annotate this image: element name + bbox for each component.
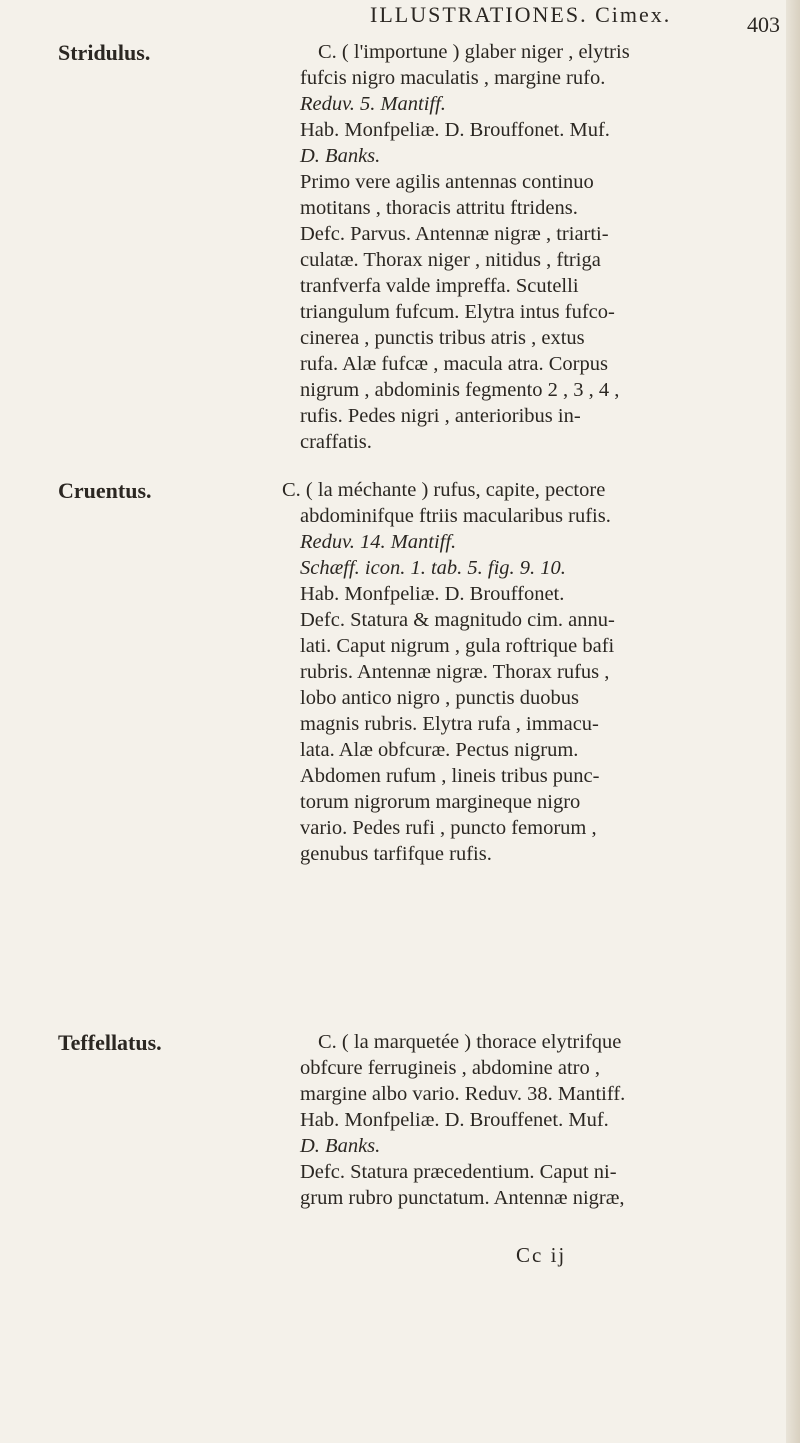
text-line: Hab. Monfpeliæ. D. Brouffenet. Muf. bbox=[300, 1109, 609, 1131]
text-line: rubris. Antennæ nigræ. Thorax rufus , bbox=[300, 661, 610, 683]
text-line: motitans , thoracis attritu ftridens. bbox=[300, 197, 578, 219]
text-line: Defc. Statura præcedentium. Caput ni- bbox=[300, 1161, 617, 1183]
text-line: torum nigrorum margineque nigro bbox=[300, 791, 581, 813]
text-line: triangulum fufcum. Elytra intus fufco- bbox=[300, 301, 615, 323]
text-line: lobo antico nigro , punctis duobus bbox=[300, 687, 580, 709]
text-line: lata. Alæ obfcuræ. Pectus nigrum. bbox=[300, 739, 579, 761]
page-edge bbox=[786, 0, 800, 1443]
text-line: Reduv. 14. Mantiff. bbox=[300, 531, 457, 553]
text-line: Schæff. icon. 1. tab. 5. fig. 9. 10. bbox=[300, 557, 566, 579]
text-line: Hab. Monfpeliæ. D. Brouffonet. bbox=[300, 583, 565, 605]
text-line: culatæ. Thorax niger , nitidus , ftriga bbox=[300, 249, 601, 271]
text-line: Primo vere agilis antennas continuo bbox=[300, 171, 594, 193]
text-line: D. Banks. bbox=[300, 145, 381, 167]
text-line: rufa. Alæ fufcæ , macula atra. Corpus bbox=[300, 353, 608, 375]
text-line: cinerea , punctis tribus atris , extus bbox=[300, 327, 585, 349]
page-number: 403 bbox=[747, 12, 780, 37]
text-line: Defc. Parvus. Antennæ nigræ , triarti- bbox=[300, 223, 609, 245]
text-line: Hab. Monfpeliæ. D. Brouffonet. Muf. bbox=[300, 119, 610, 141]
text-line: D. Banks. bbox=[300, 1135, 381, 1157]
text-line: obfcure ferrugineis , abdomine atro , bbox=[300, 1057, 600, 1079]
text-line: lati. Caput nigrum , gula roftrique bafi bbox=[300, 635, 615, 657]
text-line: craffatis. bbox=[300, 431, 372, 453]
text-line: fufcis nigro maculatis , margine rufo. bbox=[300, 67, 606, 89]
text-line: genubus tarfifque rufis. bbox=[300, 843, 492, 865]
text-line: tranfverfa valde impreffa. Scutelli bbox=[300, 275, 579, 297]
species-name: Teffellatus. bbox=[58, 1030, 162, 1055]
text-line: grum rubro punctatum. Antennæ nigræ, bbox=[300, 1187, 625, 1209]
signature-mark: Cc ij bbox=[516, 1243, 567, 1267]
text-line: C. ( l'importune ) glaber niger , elytris bbox=[318, 41, 630, 63]
running-title: ILLUSTRATIONES. Cimex. bbox=[370, 2, 672, 27]
text-line: nigrum , abdominis fegmento 2 , 3 , 4 , bbox=[300, 379, 620, 401]
text-line: C. ( la marquetée ) thorace elytrifque bbox=[318, 1031, 622, 1053]
species-name: Cruentus. bbox=[58, 478, 152, 503]
text-line: Defc. Statura & magnitudo cim. annu- bbox=[300, 609, 615, 631]
text-line: margine albo vario. Reduv. 38. Mantiff. bbox=[300, 1083, 626, 1105]
text-line: Reduv. 5. Mantiff. bbox=[300, 93, 446, 115]
text-line: C. ( la méchante ) rufus, capite, pectore bbox=[282, 479, 606, 501]
text-line: abdominifque ftriis macularibus rufis. bbox=[300, 505, 611, 527]
species-name: Stridulus. bbox=[58, 40, 151, 65]
text-line: Abdomen rufum , lineis tribus punc- bbox=[300, 765, 600, 787]
text-line: rufis. Pedes nigri , anterioribus in- bbox=[300, 405, 581, 427]
page-header bbox=[370, 0, 790, 40]
text-line: magnis rubris. Elytra rufa , immacu- bbox=[300, 713, 599, 735]
text-line: vario. Pedes rufi , puncto femorum , bbox=[300, 817, 597, 839]
